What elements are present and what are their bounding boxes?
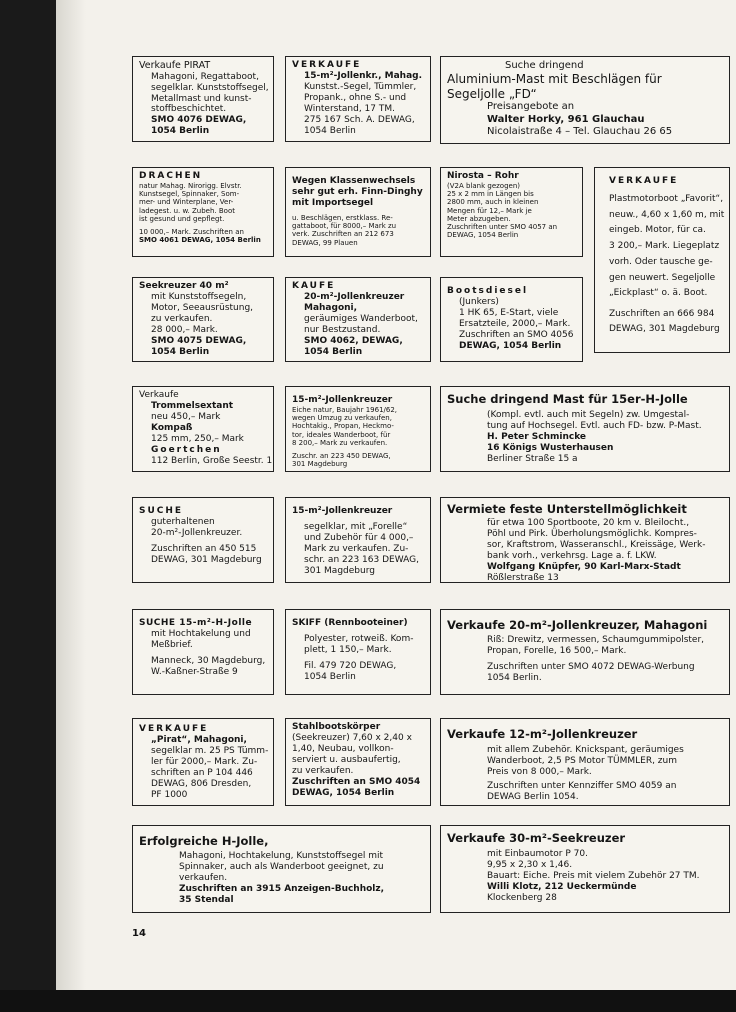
ad-line: 28 000,– Mark. [151,324,218,335]
ad-line: Polyester, rotweiß. Kom- [304,633,414,644]
ad-line: 35 Stendal [179,894,234,905]
ad-line: mit Kunststoffsegeln, [151,291,247,302]
ad-verkaufe-jollenkreuzer [285,56,431,142]
ad-heading: Nirosta – Rohr [447,171,519,181]
ad-line: Zuschriften unter SMO 4072 DEWAG-Werbung [487,661,695,672]
ad-unterstellmoeglichkeit [440,497,730,583]
ad-line: Suche dringend [505,60,584,71]
ad-line: Zuschriften an SMO 4054 [292,776,421,787]
ad-line: Eiche natur, Baujahr 1961/62, [292,405,398,414]
ad-heading: SKIFF (Rennbooteiner) [292,618,408,628]
ad-line: stoffbeschichtet. [151,104,227,115]
ad-line: 25 x 2 mm in Längen bis [447,190,534,199]
ad-line: Winterstand, 17 TM. [304,103,395,114]
ad-finn-dinghy [285,167,431,257]
ad-line: 1054 Berlin [304,671,356,682]
ad-line: verk. Zuschriften an 212 673 [292,230,394,239]
ad-line: guterhaltenen [151,516,215,527]
ad-line: Mengen für 12,– Mark je [447,206,532,215]
ad-line: Zuschriften unter Kennziffer SMO 4059 an [487,780,677,791]
ad-pirat-dresden [132,718,274,806]
ad-drachen [132,167,274,257]
ad-skiff [285,609,431,695]
ad-h-jolle-stendal [132,825,431,913]
ad-line: gattaboot, für 8000,– Mark zu [292,222,397,231]
ad-suche-h-jolle [132,609,274,695]
ad-line: Hochtakig., Propan, Heckmo- [292,422,394,431]
ad-jollenkreuzer-forelle [285,497,431,583]
ad-line: Riß: Drewitz, vermessen, Schaumgummipolster, [487,635,705,646]
ad-line: (V2A blank gezogen) [447,181,521,190]
ad-line: sor, Kraftstrom, Wasseranschl., Kreissäge, Werk- [487,539,706,550]
ad-line: segelklar, mit „Forelle“ [304,521,408,532]
ad-line: Bauart: Eiche. Preis mit vielem Zubehör 27 TM. [487,870,700,881]
ad-suche-jollenkreuzer [132,497,274,583]
ad-heading: Wegen Klassenwechsels [292,176,416,186]
ad-line: Spinnaker, auch als Wanderboot geeignet, zu [179,861,384,872]
ad-line: Zuschriften an 3915 Anzeigen-Buchholz, [179,883,385,894]
ad-line: Meßbrief. [151,639,193,650]
ad-line: DEWAG, 1054 Berlin [292,787,395,798]
ad-line: DEWAG, 1054 Berlin [447,231,519,240]
ad-stahlbootskoerper [285,718,431,806]
ad-line: Zuschr. an 223 450 DEWAG, [292,452,391,461]
ad-line: Motor, Seeausrüstung, [151,302,254,313]
ad-line: nur Bestzustand. [304,324,381,335]
ad-line: SMO 4075 DEWAG, [151,335,247,346]
ad-line: (Kompl. evtl. auch mit Segeln) zw. Umgestal- [487,410,690,421]
book-spine-shadow [56,0,86,990]
ad-line: SMO 4061 DEWAG, 1054 Berlin [139,236,261,245]
ad-line: 16 Königs Wusterhausen [487,442,614,453]
ad-heading: Aluminium-Mast mit Beschlägen für [447,72,662,87]
ad-line: 1054 Berlin. [487,672,542,683]
ad-line: 1 HK 65, E-Start, viele [459,307,559,318]
ad-line: Zuschriften an SMO 4056 [459,329,574,340]
ad-kaufe-jollenkreuzer [285,277,431,362]
ad-line: „Eickplast“ o. ä. Boot. [609,288,708,299]
ad-line: (Seekreuzer) 7,60 x 2,40 x [292,732,412,743]
ad-line: 20-m²-Jollenkreuzer [304,291,405,302]
ad-heading: Vermiete feste Unterstellmöglichkeit [447,502,687,516]
ad-line: 15-m²-Jollenkr., Mahag. [304,70,423,81]
ad-line: für etwa 100 Sportboote, 20 km v. Bleilocht., [487,518,690,529]
ad-line: zu verkaufen. [292,765,354,776]
ad-line: Klockenberg 28 [487,892,557,903]
ad-line: W.-Kaßner-Straße 9 [151,666,238,677]
ad-mast-15er-h-jolle [440,386,730,472]
ad-heading: Stahlbootskörper [292,722,381,732]
ad-line: zu verkaufen. [151,313,213,324]
ad-line: Zuschriften unter SMO 4057 an [447,223,558,232]
ad-line: geräumiges Wanderboot, [304,313,418,324]
ad-line: neu 450,– Mark [151,411,221,422]
ad-line: natur Mahag. Nirorigg. Elvstr. [139,181,242,190]
ad-line: Propan, Forelle, 16 500,– Mark. [487,645,627,656]
ad-line: DEWAG, 1054 Berlin [459,340,562,351]
ad-line: 112 Berlin, Große Seestr. 1 [151,455,273,466]
ad-line: PF 1000 [151,789,188,800]
ad-line: plett, 1 150,– Mark. [304,644,392,655]
ad-line: u. Beschlägen, erstklass. Re- [292,213,393,222]
ad-nirosta-rohr [440,167,583,257]
ad-line: „Pirat“, Mahagoni, [151,734,247,745]
ad-line: ist gesund und gepflegt. [139,214,225,223]
ad-line: mer- und Winterplane, Ver- [139,198,234,207]
ad-line: wegen Umzug zu verkaufen, [292,414,392,423]
page-number: 14 [132,928,146,939]
ad-line: ladegest. u. w. Zubeh. Boot [139,206,235,215]
ad-line: mit Hochtakelung und [151,628,251,639]
ad-line: 1054 Berlin [304,346,363,357]
ad-line: schriften an P 104 446 [151,767,253,778]
ad-line: 275 167 Sch. A. DEWAG, [304,114,415,125]
ad-line: Plastmotorboot „Favorit“, [609,193,724,204]
ad-line: Zuschriften an 450 515 [151,543,257,554]
ad-heading: 15-m²-Jollenkreuzer [292,506,393,516]
ad-line: 2800 mm, auch in kleinen [447,198,539,207]
ad-line: eingeb. Motor, für ca. [609,225,706,236]
ad-heading: sehr gut erh. Finn-Dinghy [292,186,423,197]
ad-line: Kompaß [151,422,193,433]
ad-line: bank vorh., verkehrsg. Lage a. f. LKW. [487,550,657,561]
ad-heading: mit Importsegel [292,197,374,208]
ad-line: DEWAG Berlin 1054. [487,791,579,802]
ad-heading: Verkaufe [139,390,179,400]
ad-aluminium-mast [440,56,730,144]
ad-line: Zuschriften an 666 984 [609,309,715,320]
ad-line: 1054 Berlin [151,346,210,357]
ad-pirat [132,56,274,142]
ad-line: Wanderboot, 2,5 PS Motor TÜMMLER, zum [487,755,677,766]
ad-heading: VERKAUFE [609,176,679,186]
ad-line: Kunstst.-Segel, Tümmler, [304,81,417,92]
ad-line: SMO 4076 DEWAG, [151,115,247,126]
ad-line: 8 200,– Mark zu verkaufen. [292,438,388,447]
ad-heading: Verkaufe PIRAT [139,60,211,71]
ad-line: 1,40, Neubau, vollkon- [292,743,394,754]
ad-line: Goertchen [151,444,222,455]
ad-bootsdiesel [440,277,583,362]
ad-line: Kunstsegel, Spinnaker, Som- [139,190,240,199]
ad-heading: VERKAUFE [292,60,362,70]
ad-heading: SUCHE [139,506,184,516]
ad-line: Mark zu verkaufen. Zu- [304,543,409,554]
ad-line: Mahagoni, Hochtakelung, Kunststoffsegel mit [179,851,384,862]
ad-heading: KAUFE [292,281,336,291]
ad-line: 125 mm, 250,– Mark [151,433,244,444]
ad-line: Preis von 8 000,– Mark. [487,766,592,777]
ad-line: Propank., ohne S.- und [304,92,407,103]
ad-line: Pöhl und Pirk. Überholungsmöglichk. Kompres- [487,528,697,539]
ad-heading: VERKAUFE [139,724,209,734]
ad-line: vorh. Oder tausche ge- [609,256,713,267]
ad-heading: Verkaufe 12-m²-Jollenkreuzer [447,727,638,741]
ad-line: 301 Magdeburg [304,565,375,576]
ad-12m-jollenkreuzer [440,718,730,806]
ad-line: Fil. 479 720 DEWAG, [304,660,397,671]
ad-jollenkreuzer-mahagoni [440,609,730,695]
ad-line: Meter abzugeben. [447,214,511,223]
ad-line: DEWAG, 301 Magdeburg [609,323,720,334]
ad-jollenkreuzer-eiche [285,386,431,472]
ad-line: ler für 2000,– Mark. Zu- [151,756,258,767]
ad-line: tor, ideales Wanderboot, für [292,430,391,439]
ad-line: schr. an 223 163 DEWAG, [304,554,419,565]
ad-line: 1054 Berlin [151,126,210,137]
ad-line: Ersatzteile, 2000,– Mark. [459,318,571,329]
ad-line: Nicolaistraße 4 – Tel. Glauchau 26 65 [487,125,673,137]
ad-line: Rößlerstraße 13 [487,572,559,583]
ad-line: Willi Klotz, 212 Ueckermünde [487,881,637,892]
ad-plastmotorboot [594,167,730,353]
ad-heading: SUCHE 15-m²-H-Jolle [139,618,253,628]
ad-30m-seekreuzer [440,825,730,913]
ad-line: Trommelsextant [151,400,234,411]
ad-heading: DRACHEN [139,171,203,181]
ad-heading: Verkaufe 20-m²-Jollenkreuzer, Mahagoni [447,618,708,632]
ad-heading: 15-m²-Jollenkreuzer [292,395,393,405]
ad-line: 20-m²-Jollenkreuzer. [151,527,243,538]
ad-line: segelklar m. 25 PS Tümm- [151,745,269,756]
ad-line: Mahagoni, Regattaboot, [151,71,259,82]
ad-line: 1054 Berlin [304,125,356,136]
ad-line: segelklar. Kunststoffsegel, [151,82,269,93]
ad-heading: Verkaufe 30-m²-Seekreuzer [447,831,626,845]
scan-bottom-edge [0,990,736,1012]
ad-line: H. Peter Schmincke [487,431,587,442]
ad-line: 301 Magdeburg [292,460,348,469]
ad-line: serviert u. ausbaufertig, [292,754,401,765]
ad-heading: Suche dringend Mast für 15er-H-Jolle [447,392,688,406]
ad-line: Walter Horky, 961 Glauchau [487,113,645,125]
ad-line: 9,95 x 2,30 x 1,46. [487,859,573,870]
ad-line: 10 000,– Mark. Zuschriften an [139,228,244,237]
ad-line: DEWAG, 99 Plauen [292,238,358,247]
ad-line: und Zubehör für 4 000,– [304,532,414,543]
ad-line: Mahagoni, [304,302,358,313]
ad-line: DEWAG, 806 Dresden, [151,778,252,789]
ad-line: Preisangebote an [487,101,575,113]
ad-line: mit allem Zubehör. Knickspant, geräumiges [487,745,684,756]
ad-line: neuw., 4,60 x 1,60 m, mit [609,209,725,220]
ad-line: 3 200,– Mark. Liegeplatz [609,241,720,252]
ad-line: verkaufen. [179,872,228,883]
ad-line: Berliner Straße 15 a [487,453,578,464]
ad-line: Metallmast und kunst- [151,93,252,104]
ad-heading: Segeljolle „FD“ [447,86,537,101]
ad-line: DEWAG, 301 Magdeburg [151,554,262,565]
ad-line: gen neuwert. Segeljolle [609,272,716,283]
ad-line: mit Einbaumotor P 70. [487,849,588,860]
ad-heading: Bootsdiesel [447,286,529,296]
ad-line: Wolfgang Knüpfer, 90 Karl-Marx-Stadt [487,561,681,572]
ad-trommelsextant [132,386,274,472]
ad-heading: Seekreuzer 40 m² [139,281,229,291]
ad-heading: Erfolgreiche H-Jolle, [139,834,269,848]
ad-line: SMO 4062, DEWAG, [304,335,403,346]
ad-line: Manneck, 30 Magdeburg, [151,655,266,666]
ad-line: tung auf Hochsegel. Evtl. auch FD- bzw. P-Mast. [487,420,702,431]
ad-line: (Junkers) [459,296,499,307]
ad-seekreuzer-40 [132,277,274,362]
